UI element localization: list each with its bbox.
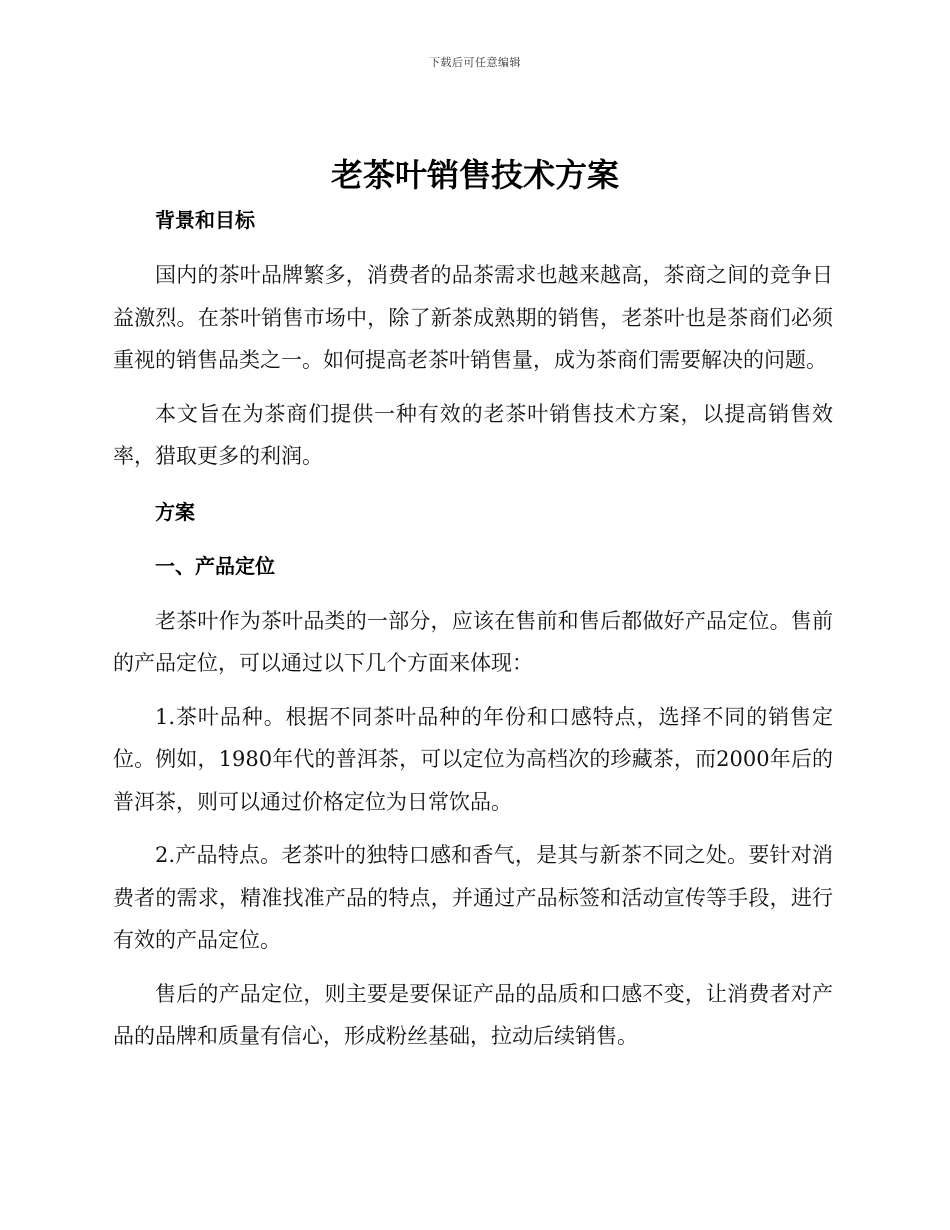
section-heading-plan: 方案	[155, 499, 195, 524]
document-title: 老茶叶销售技术方案	[330, 156, 619, 194]
paragraph-positioning-1: 老茶叶作为茶叶品类的一部分，应该在售前和售后都做好产品定位。售前的产品定位，可以通过以下几个方面来体现：	[113, 608, 833, 675]
paragraph-background-2: 本文旨在为茶商们提供一种有效的老茶叶销售技术方案，以提高销售效率，猎取更多的利润。	[113, 401, 833, 468]
page-header: 下载后可任意编辑	[429, 56, 521, 69]
document-body	[113, 200, 833, 1058]
section-heading-positioning: 一、产品定位	[155, 553, 275, 578]
paragraph-background-1: 国内的茶叶品牌繁多，消费者的品茶需求也越来越高，茶商之间的竞争日益激烈。在茶叶销售市场中，除了新茶成熟期的销售，老茶叶也是茶商们必须重视的销售品类之一。如何提高老茶叶销售量，成为茶商们需要解决的问题。	[113, 263, 833, 372]
paragraph-positioning-3: 2.产品特点。老茶叶的独特口感和香气，是其与新茶不同之处。要针对消费者的需求，精准找准产品的特点，并通过产品标签和活动宣传等手段，进行有效的产品定位。	[113, 843, 833, 952]
paragraph-positioning-4: 售后的产品定位，则主要是要保证产品的品质和口感不变，让消费者对产品的品牌和质量有信心，形成粉丝基础，拉动后续销售。	[113, 981, 833, 1048]
section-heading-background: 背景和目标	[155, 208, 255, 232]
paragraph-positioning-2: 1.茶叶品种。根据不同茶叶品种的年份和口感特点，选择不同的销售定位。例如，1980年代的普洱茶，可以定位为高档次的珍藏茶，而2000年后的普洱茶，则可以通过价格定位为日常饮品。	[113, 704, 833, 814]
